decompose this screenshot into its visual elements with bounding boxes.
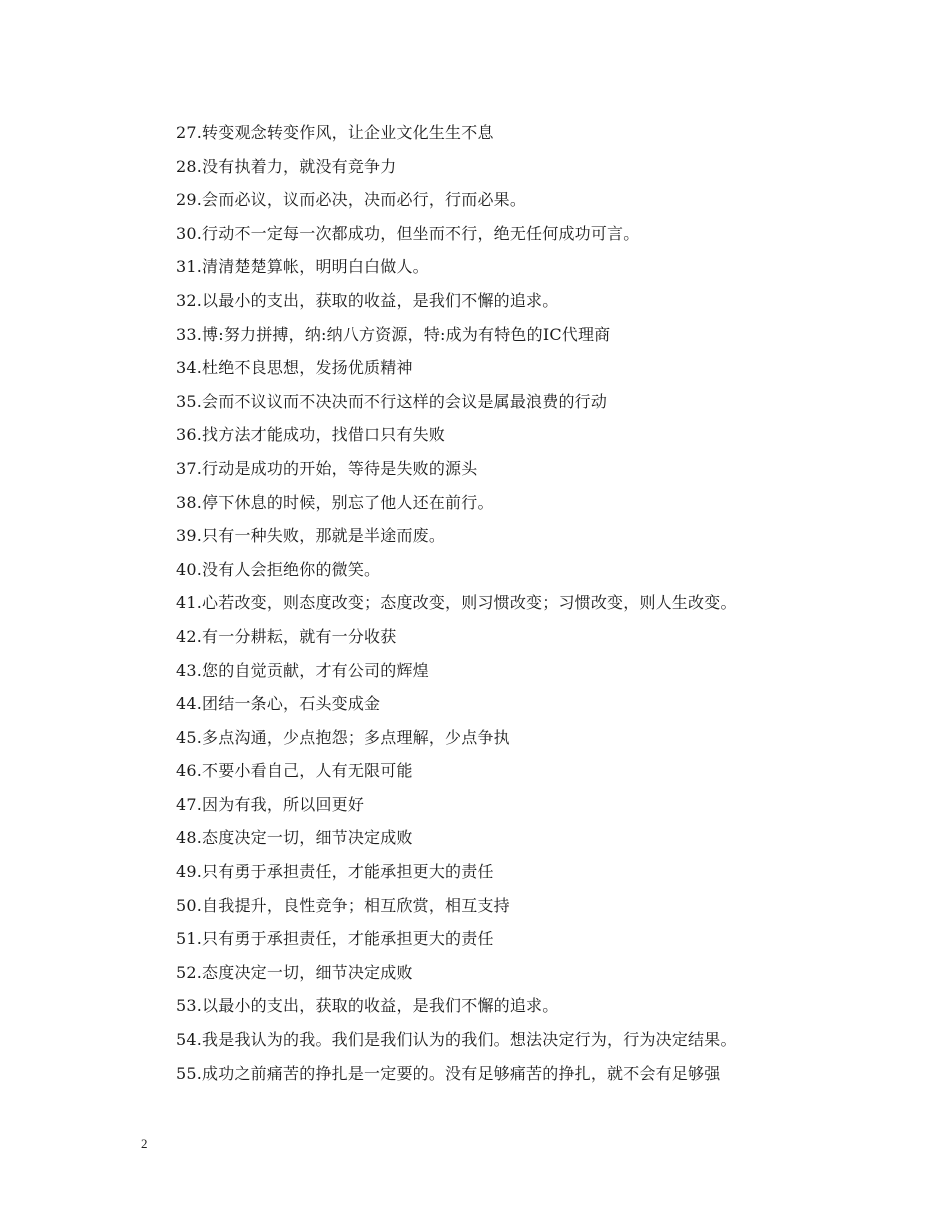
list-item: 35.会而不议议而不决决而不行这样的会议是属最浪费的行动 bbox=[176, 391, 608, 411]
list-item: 51.只有勇于承担责任，才能承担更大的责任 bbox=[176, 929, 494, 949]
list-item: 41.心若改变，则态度改变；态度改变，则习惯改变；习惯改变，则人生改变。 bbox=[176, 593, 737, 613]
list-item: 29.会而必议，议而必决，决而必行，行而必果。 bbox=[176, 190, 527, 210]
list-item: 28.没有执着力，就没有竞争力 bbox=[176, 156, 397, 176]
list-item: 50.自我提升，良性竞争；相互欣赏，相互支持 bbox=[176, 895, 510, 915]
list-item: 38.停下休息的时候，别忘了他人还在前行。 bbox=[176, 492, 494, 512]
list-item: 32.以最小的支出，获取的收益，是我们不懈的追求。 bbox=[176, 290, 559, 310]
list-item: 37.行动是成功的开始，等待是失败的源头 bbox=[176, 458, 478, 478]
list-item: 54.我是我认为的我。我们是我们认为的我们。想法决定行为，行为决定结果。 bbox=[176, 1030, 737, 1050]
list-item: 55.成功之前痛苦的挣扎是一定要的。没有足够痛苦的挣扎，就不会有足够强 bbox=[176, 1063, 721, 1083]
list-item: 48.态度决定一切，细节决定成败 bbox=[176, 828, 413, 848]
list-item: 42.有一分耕耘，就有一分收获 bbox=[176, 626, 397, 646]
list-item: 49.只有勇于承担责任，才能承担更大的责任 bbox=[176, 862, 494, 882]
slogan-list bbox=[176, 116, 876, 1090]
list-item: 30.行动不一定每一次都成功，但坐而不行，绝无任何成功可言。 bbox=[176, 223, 640, 243]
list-item: 27.转变观念转变作风，让企业文化生生不息 bbox=[176, 123, 494, 142]
list-item: 52.态度决定一切，细节决定成败 bbox=[176, 962, 413, 982]
list-item: 46.不要小看自己，人有无限可能 bbox=[176, 761, 413, 781]
page-number: 2 bbox=[141, 1136, 148, 1151]
list-item: 45.多点沟通，少点抱怨；多点理解，少点争执 bbox=[176, 727, 510, 747]
list-item: 47.因为有我，所以回更好 bbox=[176, 794, 365, 814]
list-item: 33.博:努力拼搏，纳:纳八方资源，特:成为有特色的IC代理商 bbox=[176, 324, 611, 344]
list-item: 39.只有一种失败，那就是半途而废。 bbox=[176, 526, 446, 546]
list-item: 31.清清楚楚算帐，明明白白做人。 bbox=[176, 257, 429, 277]
list-item: 34.杜绝不良思想，发扬优质精神 bbox=[176, 358, 413, 378]
list-item: 36.找方法才能成功，找借口只有失败 bbox=[176, 425, 446, 445]
list-item: 53.以最小的支出，获取的收益，是我们不懈的追求。 bbox=[176, 996, 559, 1016]
list-item: 44.团结一条心，石头变成金 bbox=[176, 694, 381, 714]
list-item: 40.没有人会拒绝你的微笑。 bbox=[176, 559, 381, 579]
list-item: 43.您的自觉贡献，才有公司的辉煌 bbox=[176, 660, 429, 680]
